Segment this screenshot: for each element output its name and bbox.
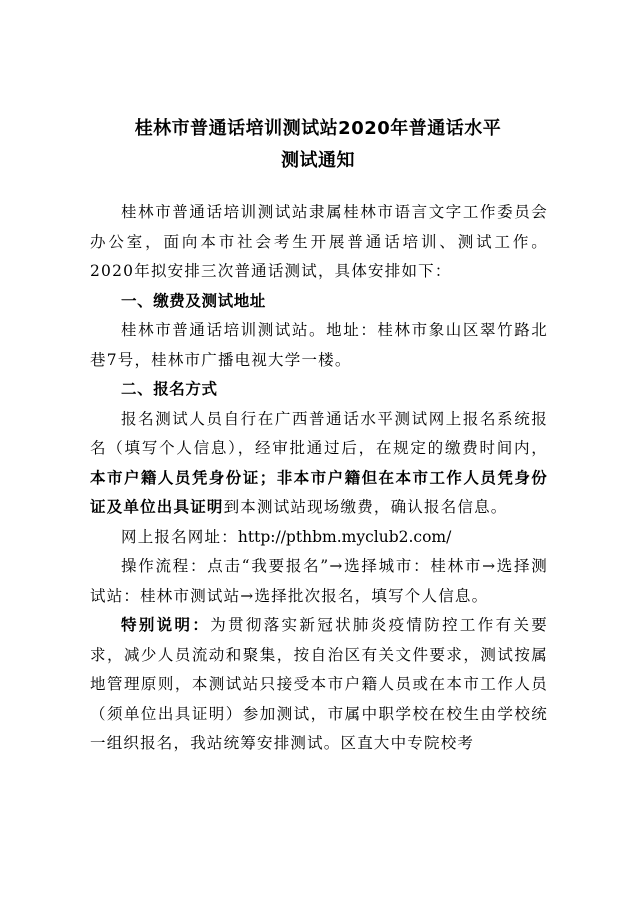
registration-url-line xyxy=(90,523,548,553)
section-1-text: 桂林市普通话培训测试站。地址：桂林市象山区翠竹路北巷7号，桂林市广播电视大学一楼。 xyxy=(90,321,548,369)
intro-paragraph: 桂林市普通话培训测试站隶属桂林市语言文字工作委员会办公室，面向本市社会考生开展普通话培训、测试工作。2020年拟安排三次普通话测试，具体安排如下： xyxy=(90,203,548,280)
special-note-text: 为贯彻落实新冠状肺炎疫情防控工作有关要求，减少人员流动和聚集，按自治区有关文件要求，测试按属地管理原则，本测试站只接受本市户籍人员或在本市工作人员（须单位出具证明）参加测试，市属中职学校在校生由学校统一组织报名，我站统筹安排测试。区直大中专院校考 xyxy=(90,616,548,752)
url-label: 网上报名网址： xyxy=(121,527,238,546)
section-2-heading: 二、报名方式 xyxy=(121,380,218,398)
operation-flow: 操作流程：点击“我要报名”→选择城市：桂林市→选择测试站：桂林市测试站→选择批次报名，填写个人信息。 xyxy=(90,557,548,605)
title-line-2: 测试通知 xyxy=(281,150,355,171)
registration-text-a: 报名测试人员自行在广西普通话水平测试网上报名系统报名（填写个人信息），经审批通过后，在规定的缴费时间内， xyxy=(90,409,548,457)
section-2-paragraph-1 xyxy=(90,405,548,523)
document-body xyxy=(90,198,548,759)
registration-requirements-bold: 本市户籍人员凭身份证；非本市户籍但在本市工作人员凭身份证及单位出具证明 xyxy=(90,468,548,516)
special-note-label: 特别说明： xyxy=(121,616,211,634)
section-1-heading: 一、缴费及测试地址 xyxy=(121,291,266,310)
registration-url-link[interactable]: http://pthbm.myclub2.com/ xyxy=(237,527,452,546)
special-note xyxy=(90,611,548,759)
document-title xyxy=(0,113,636,177)
registration-text-b: 到本测试站现场缴费，确认报名信息。 xyxy=(223,498,508,516)
title-line-1: 桂林市普通话培训测试站2020年普通话水平 xyxy=(134,118,502,139)
